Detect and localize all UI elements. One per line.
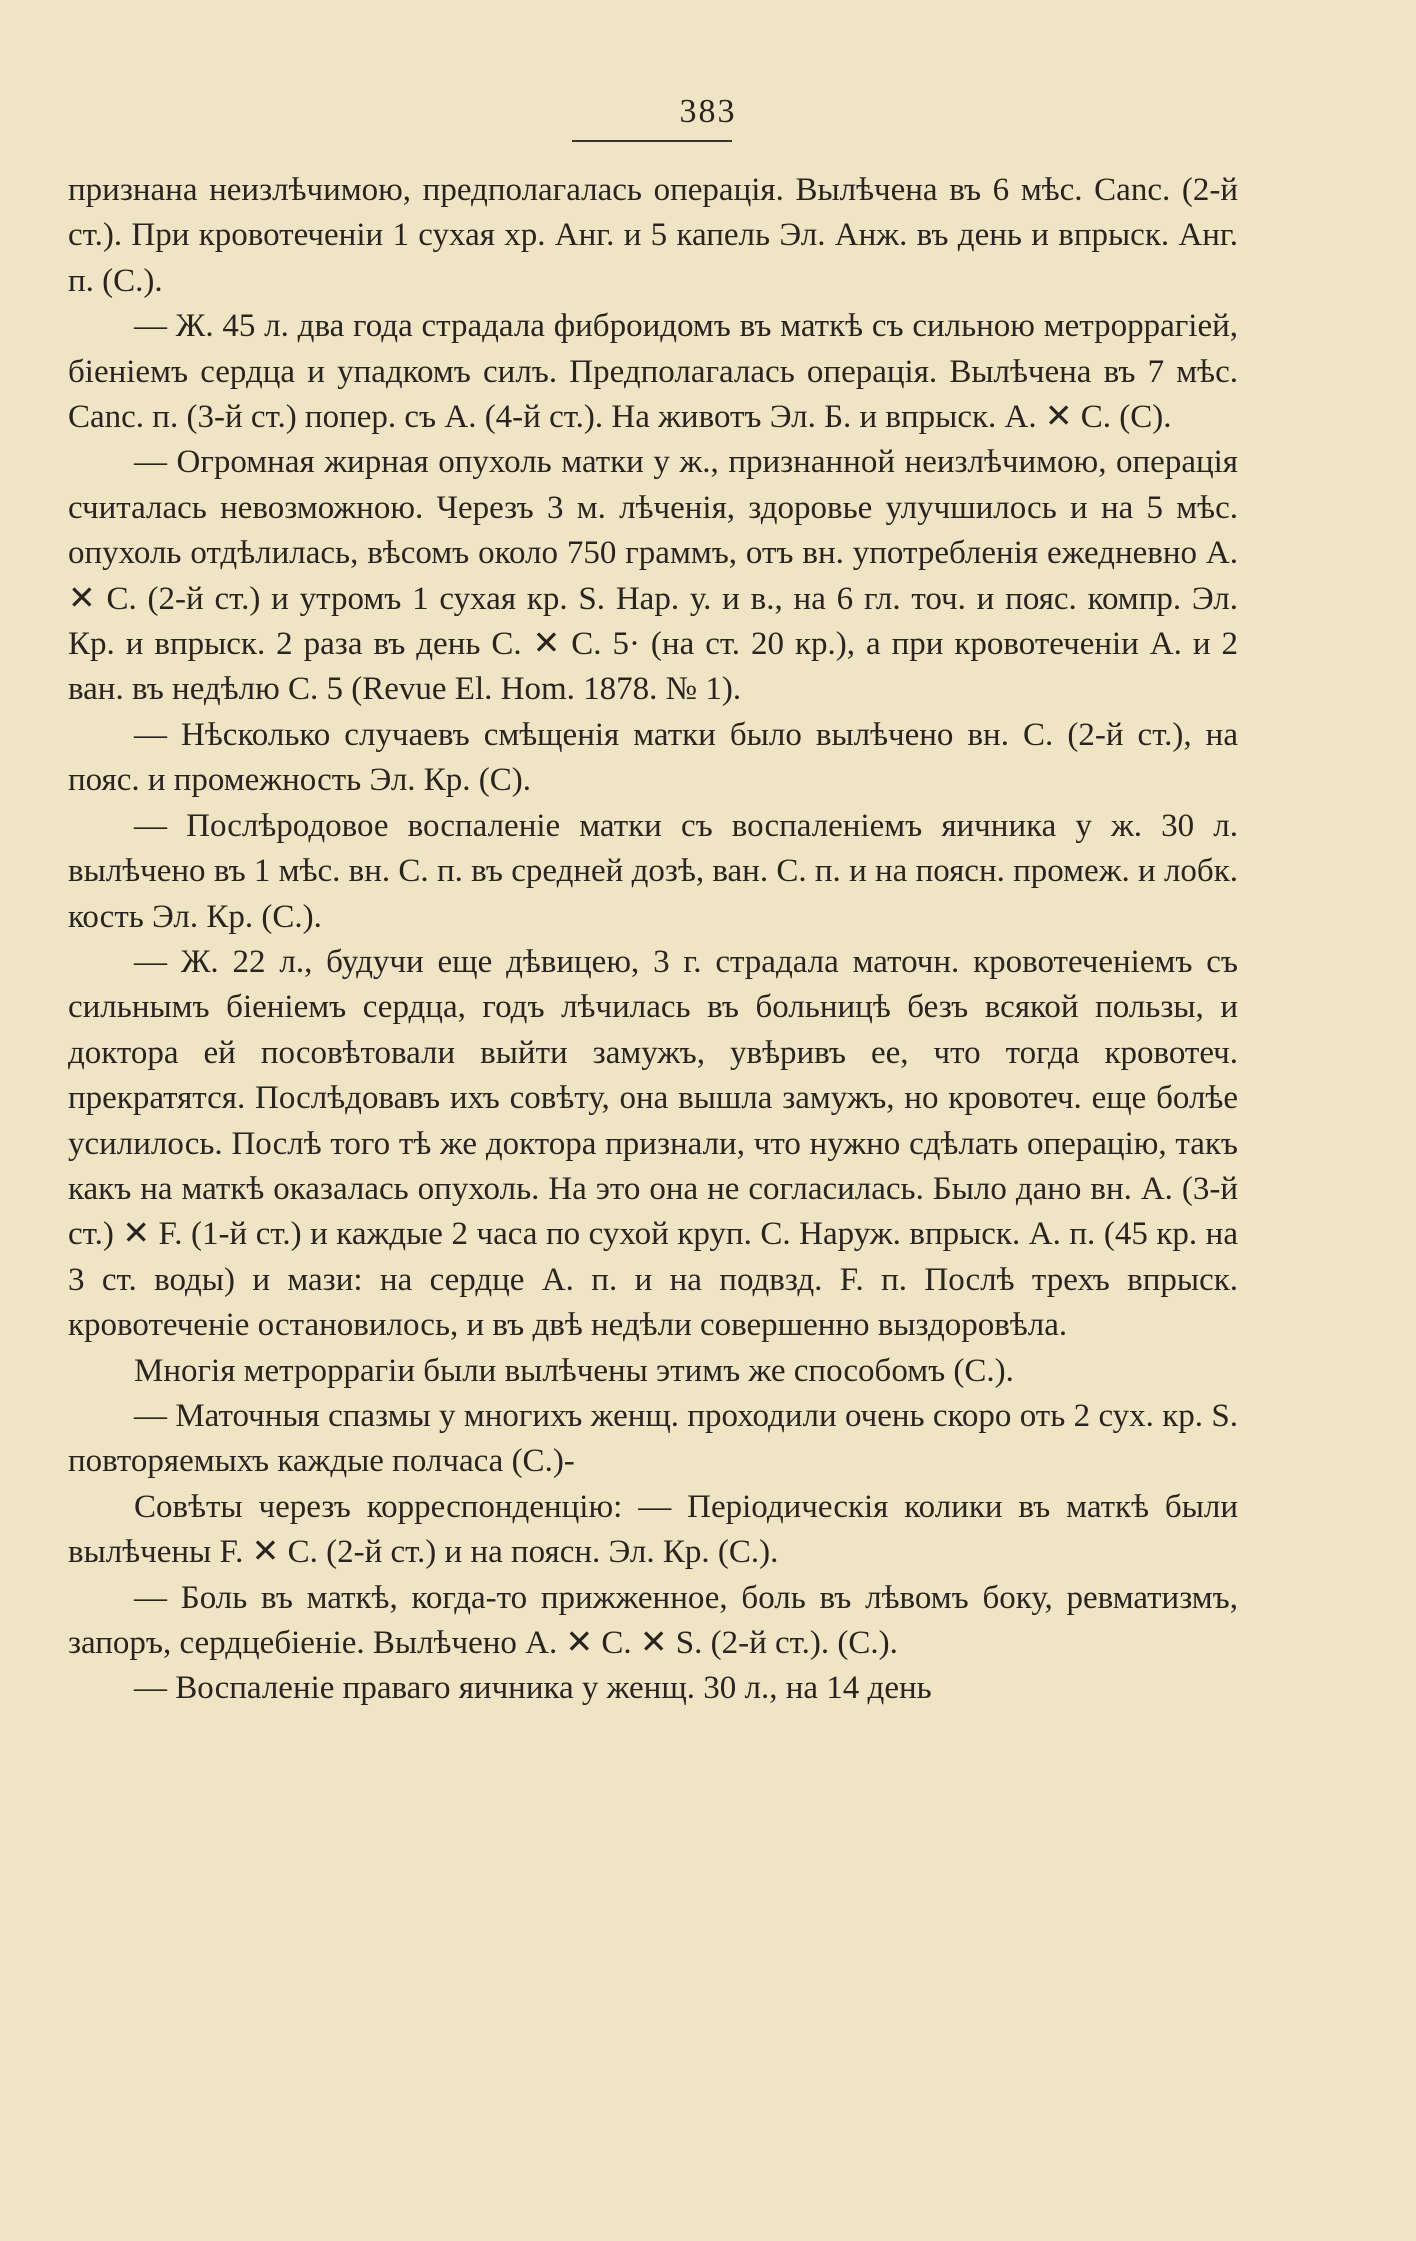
paragraph: — Воспаленіе праваго яичника у женщ. 30 л., на 14 день bbox=[134, 1670, 932, 1707]
paragraph: — Боль въ маткѣ, когда-то прижженное, боль въ лѣвомъ боку, ревматизмъ, запоръ, сердцебіеніе. Вылѣчено А. ✕ С. ✕ S. (2-й ст.). (С.). bbox=[68, 1579, 1238, 1661]
body-text bbox=[68, 168, 1238, 1712]
paragraph: Совѣты черезъ корреспонденцію: — Періодическія колики въ маткѣ были вылѣчены F. ✕ С. (2-й ст.) и на поясн. Эл. Кр. (С.). bbox=[68, 1488, 1238, 1571]
paragraph: признана неизлѣчимою, предполагалась операція. Вылѣчена въ 6 мѣс. Canc. (2-й ст.). При кровотеченіи 1 сухая хр. Анг. и 5 капель Эл. Анж. въ день и впрыск. Анг. п. (С.). bbox=[68, 172, 1238, 299]
page-number: 383 bbox=[679, 93, 737, 130]
paragraph: — Огромная жирная опухоль матки у ж., признанной неизлѣчимою, операція считалась невозможною. Черезъ 3 м. лѣченія, здоровье улучшилось и на 5 мѣс. опухоль отдѣлилась, вѣсомъ около 750 граммъ, отъ вн. употребленія ежедневно А. ✕ С. (2-й ст.) и утромъ 1 сухая кр. S. Нар. у. и в., на 6 гл. точ. и пояс. компр. Эл. Кр. и впрыск. 2 раза въ день С. ✕ С. 5· (на ст. 20 кр.), а при кровотеченіи А. и 2 ван. въ недѣлю С. 5 (Revue El. Hom. 1878. № 1). bbox=[68, 444, 1238, 708]
paragraph: — Маточныя спазмы у многихъ женщ. проходили очень скоро оть 2 сух. кр. S. повторяемыхъ каждые полчаса (С.)- bbox=[68, 1397, 1238, 1480]
paragraph: Многія метроррагіи были вылѣчены этимъ же способомъ (С.). bbox=[134, 1352, 1014, 1389]
paragraph: — Ж. 22 л., будучи еще дѣвицею, 3 г. страдала маточн. кровотеченіемъ съ сильнымъ біеніемъ сердца, годъ лѣчилась въ больницѣ безъ всякой пользы, и доктора ей посовѣтовали выйти замужъ, увѣривъ ее, что тогда кровотеч. прекратятся. Послѣдовавъ ихъ совѣту, она вышла замужъ, но кровотеч. еще болѣе усилилось. Послѣ того тѣ же доктора признали, что нужно сдѣлать операцію, такъ какъ на маткѣ оказалась опухоль. На это она не согласилась. Было дано вн. А. (3-й ст.) ✕ F. (1-й ст.) и каждые 2 часа по сухой круп. С. Наруж. впрыск. А. п. (45 кр. на 3 ст. воды) и мази: на сердце А. п. и на подвзд. F. п. Послѣ трехъ впрыск. кровотеченіе остановилось, и въ двѣ недѣли совершенно выздоровѣла. bbox=[68, 943, 1238, 1344]
header-rule bbox=[572, 140, 732, 142]
paragraph: — Послѣродовое воспаленіе матки съ воспаленіемъ яичника у ж. 30 л. вылѣчено въ 1 мѣс. вн. С. п. въ средней дозѣ, ван. С. п. и на поясн. промеж. и лобк. кость Эл. Кр. (С.). bbox=[68, 807, 1238, 935]
paragraph: — Ж. 45 л. два года страдала фиброидомъ въ маткѣ съ сильною метроррагіей, біеніемъ сердца и упадкомъ силъ. Предполагалась операція. Вылѣчена въ 7 мѣс. Canc. п. (3-й ст.) попер. съ А. (4-й ст.). На животъ Эл. Б. и впрыск. А. ✕ С. (С). bbox=[68, 308, 1238, 436]
paragraph: — Нѣсколько случаевъ смѣщенія матки было вылѣчено вн. С. (2-й ст.), на пояс. и промежность Эл. Кр. (С). bbox=[68, 716, 1238, 799]
